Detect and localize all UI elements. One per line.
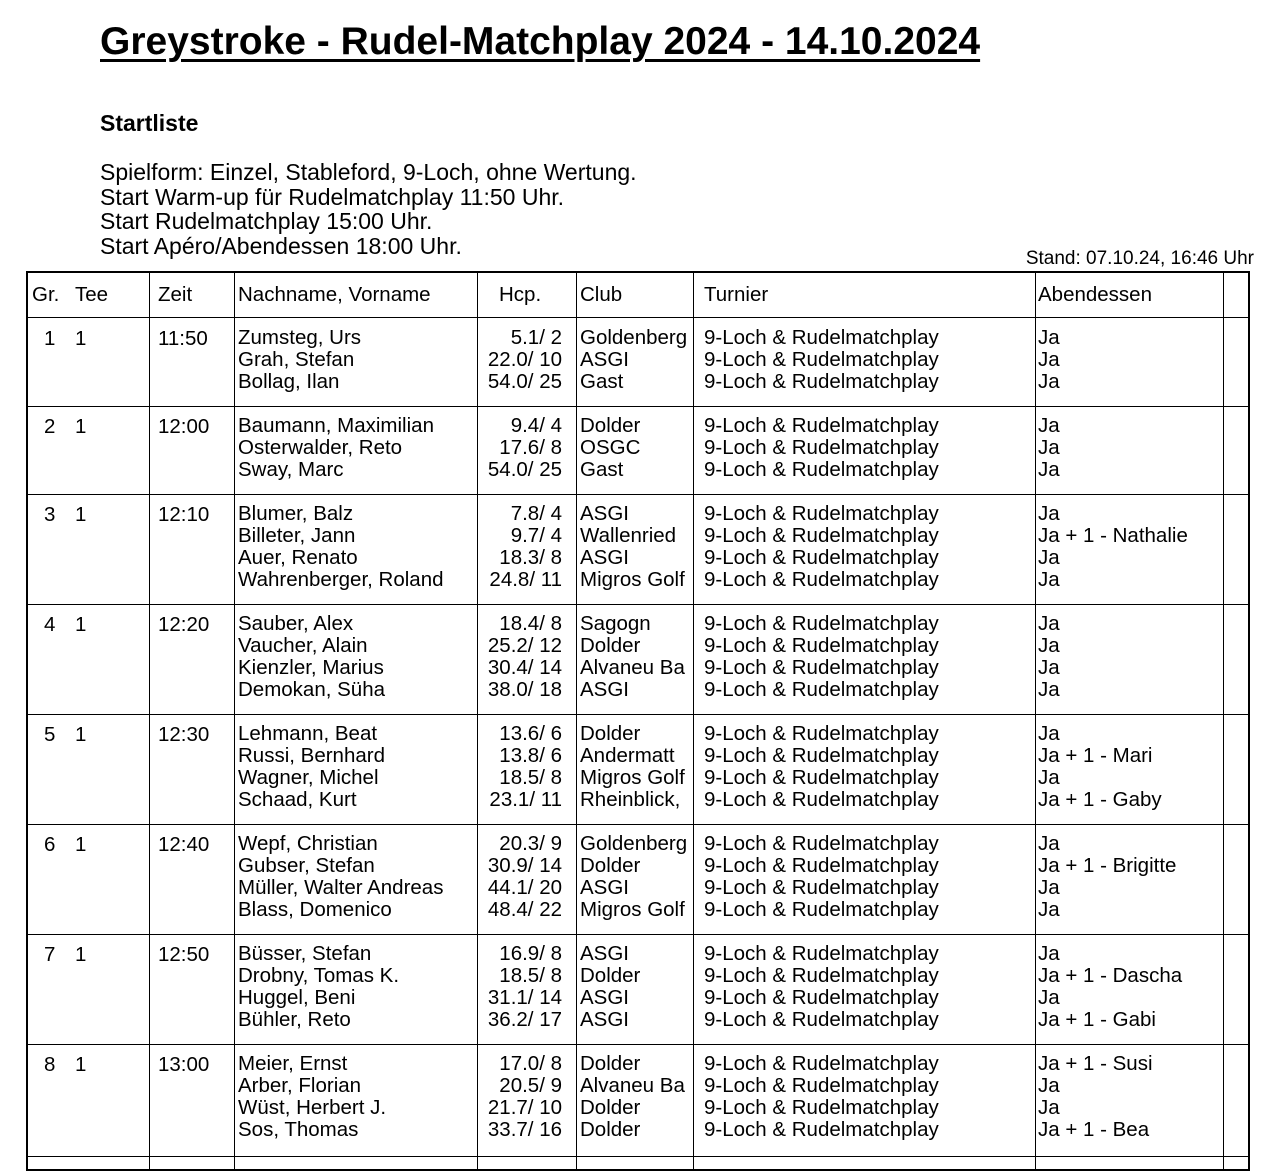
player-turnier: 9-Loch & Rudelmatchplay bbox=[704, 964, 939, 987]
player-name: Wüst, Herbert J. bbox=[238, 1096, 387, 1119]
start-time: 12:30 bbox=[158, 723, 210, 746]
player-turnier: 9-Loch & Rudelmatchplay bbox=[704, 942, 939, 965]
player-club-column bbox=[580, 1053, 696, 1141]
player-abendessen-column bbox=[1038, 327, 1060, 393]
player-name: Kienzler, Marius bbox=[238, 656, 384, 679]
table-row-group bbox=[28, 605, 1248, 715]
player-turnier: 9-Loch & Rudelmatchplay bbox=[704, 656, 939, 679]
player-turnier-column bbox=[704, 1053, 939, 1141]
player-hcp-column bbox=[470, 723, 562, 811]
player-hcp: 30.4/ 14 bbox=[487, 656, 562, 679]
player-name: Demokan, Süha bbox=[238, 678, 386, 701]
tee-number: 1 bbox=[75, 327, 87, 350]
player-name: Arber, Florian bbox=[238, 1074, 362, 1097]
player-club-column bbox=[580, 327, 696, 393]
player-club: Dolder bbox=[580, 1053, 641, 1075]
header-divider bbox=[28, 317, 1248, 318]
player-club: Dolder bbox=[580, 415, 641, 437]
player-hcp: 17.0/ 8 bbox=[499, 1052, 562, 1075]
header-abendessen: Abendessen bbox=[1038, 283, 1152, 306]
player-club: Migros Golf bbox=[580, 899, 685, 921]
player-hcp: 54.0/ 25 bbox=[487, 370, 562, 393]
player-hcp-column bbox=[470, 833, 562, 921]
player-turnier: 9-Loch & Rudelmatchplay bbox=[704, 898, 939, 921]
table-row-group bbox=[28, 935, 1248, 1045]
group-number: 3 bbox=[44, 503, 56, 526]
player-turnier: 9-Loch & Rudelmatchplay bbox=[704, 832, 939, 855]
player-hcp: 21.7/ 10 bbox=[487, 1096, 562, 1119]
player-name: Zumsteg, Urs bbox=[238, 326, 362, 349]
player-name: Müller, Walter Andreas bbox=[238, 876, 444, 899]
player-hcp-column bbox=[470, 613, 562, 701]
table-row-group bbox=[28, 825, 1248, 935]
player-name: Schaad, Kurt bbox=[238, 788, 357, 811]
player-name: Grah, Stefan bbox=[238, 348, 355, 371]
player-hcp: 18.5/ 8 bbox=[499, 766, 562, 789]
player-hcp: 24.8/ 11 bbox=[489, 568, 562, 591]
player-club: Dolder bbox=[580, 1119, 641, 1141]
player-turnier: 9-Loch & Rudelmatchplay bbox=[704, 744, 939, 767]
player-turnier: 9-Loch & Rudelmatchplay bbox=[704, 854, 939, 877]
player-hcp: 18.3/ 8 bbox=[499, 546, 562, 569]
player-abendessen: Ja bbox=[1038, 326, 1060, 349]
player-abendessen: Ja bbox=[1038, 942, 1060, 965]
player-turnier: 9-Loch & Rudelmatchplay bbox=[704, 1052, 939, 1075]
player-abendessen: Ja bbox=[1038, 678, 1060, 701]
player-turnier: 9-Loch & Rudelmatchplay bbox=[704, 546, 939, 569]
player-name: Huggel, Beni bbox=[238, 986, 356, 1009]
player-abendessen: Ja bbox=[1038, 436, 1060, 459]
player-hcp: 36.2/ 17 bbox=[487, 1008, 562, 1031]
player-abendessen: Ja bbox=[1038, 832, 1060, 855]
player-name-column bbox=[238, 723, 385, 811]
group-number: 7 bbox=[44, 943, 56, 966]
player-hcp: 16.9/ 8 bbox=[499, 942, 562, 965]
player-turnier: 9-Loch & Rudelmatchplay bbox=[704, 458, 939, 481]
player-club-column bbox=[580, 723, 696, 811]
player-hcp-column bbox=[470, 415, 562, 481]
player-turnier: 9-Loch & Rudelmatchplay bbox=[704, 986, 939, 1009]
player-turnier: 9-Loch & Rudelmatchplay bbox=[704, 612, 939, 635]
tee-number: 1 bbox=[75, 1053, 87, 1076]
player-club: Goldenberg bbox=[580, 833, 688, 855]
player-abendessen: Ja bbox=[1038, 1074, 1060, 1097]
player-hcp: 20.5/ 9 bbox=[499, 1074, 562, 1097]
player-turnier: 9-Loch & Rudelmatchplay bbox=[704, 326, 939, 349]
status-timestamp: Stand: 07.10.24, 16:46 Uhr bbox=[1025, 248, 1254, 269]
player-hcp: 31.1/ 14 bbox=[487, 986, 562, 1009]
start-time: 12:10 bbox=[158, 503, 210, 526]
player-club: OSGC bbox=[580, 437, 641, 459]
player-name: Meier, Ernst bbox=[238, 1052, 348, 1075]
player-club: Gast bbox=[580, 459, 624, 481]
player-abendessen: Ja bbox=[1038, 722, 1060, 745]
player-name-column bbox=[238, 943, 399, 1031]
player-club-column bbox=[580, 833, 696, 921]
player-hcp: 25.2/ 12 bbox=[487, 634, 562, 657]
player-hcp: 5.1/ 2 bbox=[510, 326, 562, 349]
player-name: Wepf, Christian bbox=[238, 832, 378, 855]
player-hcp: 30.9/ 14 bbox=[487, 854, 562, 877]
player-hcp: 22.0/ 10 bbox=[487, 348, 562, 371]
player-hcp-column bbox=[470, 327, 562, 393]
tee-number: 1 bbox=[75, 415, 87, 438]
player-name: Sway, Marc bbox=[238, 458, 344, 481]
player-hcp: 9.7/ 4 bbox=[510, 524, 562, 547]
player-club: Rheinblick, bbox=[580, 789, 681, 811]
player-club: ASGI bbox=[580, 503, 629, 525]
player-turnier: 9-Loch & Rudelmatchplay bbox=[704, 370, 939, 393]
player-turnier-column bbox=[704, 327, 939, 393]
player-abendessen: Ja + 1 - Brigitte bbox=[1038, 854, 1177, 877]
player-name-column bbox=[238, 613, 385, 701]
player-hcp: 54.0/ 25 bbox=[487, 458, 562, 481]
player-name: Osterwalder, Reto bbox=[238, 436, 403, 459]
player-name: Wagner, Michel bbox=[238, 766, 379, 789]
player-club: Wallenried bbox=[580, 525, 677, 547]
player-name: Sos, Thomas bbox=[238, 1118, 359, 1141]
player-abendessen-column bbox=[1038, 415, 1060, 481]
page-title: Greystroke - Rudel-Matchplay 2024 - 14.10.2024 bbox=[100, 20, 981, 63]
player-turnier-column bbox=[704, 943, 939, 1031]
player-club: ASGI bbox=[580, 547, 629, 569]
start-time: 11:50 bbox=[158, 327, 208, 350]
player-turnier-column bbox=[704, 723, 939, 811]
player-name-column bbox=[238, 503, 444, 591]
player-turnier: 9-Loch & Rudelmatchplay bbox=[704, 766, 939, 789]
player-abendessen: Ja + 1 - Gaby bbox=[1038, 788, 1162, 811]
player-abendessen: Ja bbox=[1038, 1096, 1060, 1119]
player-hcp: 33.7/ 16 bbox=[487, 1118, 562, 1141]
player-abendessen: Ja bbox=[1038, 656, 1060, 679]
player-name-column bbox=[238, 327, 361, 393]
player-name: Vaucher, Alain bbox=[238, 634, 368, 657]
player-club-column bbox=[580, 503, 696, 591]
player-turnier: 9-Loch & Rudelmatchplay bbox=[704, 348, 939, 371]
player-club: Alvaneu Ba bbox=[580, 657, 685, 679]
start-time: 13:00 bbox=[158, 1053, 210, 1076]
group-number: 4 bbox=[44, 613, 56, 636]
table-row-group bbox=[28, 1045, 1248, 1155]
player-abendessen: Ja + 1 - Dascha bbox=[1038, 964, 1183, 987]
player-hcp-column bbox=[470, 1053, 562, 1141]
player-turnier: 9-Loch & Rudelmatchplay bbox=[704, 524, 939, 547]
group-number: 8 bbox=[44, 1053, 56, 1076]
player-name: Russi, Bernhard bbox=[238, 744, 385, 767]
player-turnier-column bbox=[704, 833, 939, 921]
start-time: 12:50 bbox=[158, 943, 210, 966]
table-row-group bbox=[28, 495, 1248, 605]
header-name: Nachname, Vorname bbox=[238, 283, 431, 306]
player-abendessen: Ja bbox=[1038, 370, 1060, 393]
player-name: Baumann, Maximilian bbox=[238, 414, 434, 437]
player-abendessen: Ja bbox=[1038, 612, 1060, 635]
player-hcp: 7.8/ 4 bbox=[510, 502, 562, 525]
tee-number: 1 bbox=[75, 943, 87, 966]
tee-number: 1 bbox=[75, 723, 87, 746]
player-club: ASGI bbox=[580, 943, 629, 965]
player-turnier-column bbox=[704, 503, 939, 591]
player-club: ASGI bbox=[580, 1009, 629, 1031]
player-abendessen: Ja bbox=[1038, 546, 1060, 569]
header-turnier: Turnier bbox=[704, 283, 769, 306]
player-hcp: 17.6/ 8 bbox=[499, 436, 562, 459]
header-tee: Tee bbox=[75, 283, 109, 306]
player-turnier: 9-Loch & Rudelmatchplay bbox=[704, 414, 939, 437]
player-club: ASGI bbox=[580, 349, 629, 371]
section-title: Startliste bbox=[100, 110, 199, 136]
player-turnier-column bbox=[704, 415, 939, 481]
player-name: Gubser, Stefan bbox=[238, 854, 375, 877]
header-zeit: Zeit bbox=[158, 283, 193, 306]
player-turnier: 9-Loch & Rudelmatchplay bbox=[704, 678, 939, 701]
player-abendessen-column bbox=[1038, 943, 1182, 1031]
group-number: 6 bbox=[44, 833, 56, 856]
player-abendessen: Ja + 1 - Mari bbox=[1038, 744, 1153, 767]
player-name: Blumer, Balz bbox=[238, 502, 354, 525]
player-turnier: 9-Loch & Rudelmatchplay bbox=[704, 1008, 939, 1031]
player-name: Blass, Domenico bbox=[238, 898, 392, 921]
info-line: Start Apéro/Abendessen 18:00 Uhr. bbox=[100, 232, 462, 259]
start-list-table bbox=[26, 271, 1250, 1171]
player-name: Wahrenberger, Roland bbox=[238, 568, 444, 591]
group-number: 1 bbox=[44, 327, 56, 350]
player-hcp-column bbox=[470, 943, 562, 1031]
table-row-group bbox=[28, 319, 1248, 407]
player-turnier: 9-Loch & Rudelmatchplay bbox=[704, 502, 939, 525]
player-hcp: 9.4/ 4 bbox=[510, 414, 562, 437]
player-club: Alvaneu Ba bbox=[580, 1075, 685, 1097]
player-hcp: 13.8/ 6 bbox=[499, 744, 562, 767]
player-abendessen: Ja bbox=[1038, 898, 1060, 921]
player-club-column bbox=[580, 415, 696, 481]
info-line: Start Warm-up für Rudelmatchplay 11:50 Uhr. bbox=[100, 183, 565, 210]
header-gr: Gr. bbox=[32, 283, 60, 306]
player-hcp: 20.3/ 9 bbox=[499, 832, 562, 855]
player-abendessen-column bbox=[1038, 1053, 1153, 1141]
player-abendessen: Ja + 1 - Nathalie bbox=[1038, 524, 1188, 547]
start-time: 12:20 bbox=[158, 613, 210, 636]
player-abendessen: Ja + 1 - Susi bbox=[1038, 1052, 1153, 1075]
group-number: 5 bbox=[44, 723, 56, 746]
player-hcp: 23.1/ 11 bbox=[489, 788, 562, 811]
player-turnier: 9-Loch & Rudelmatchplay bbox=[704, 1096, 939, 1119]
player-abendessen: Ja bbox=[1038, 766, 1060, 789]
header-club: Club bbox=[580, 283, 623, 306]
player-name: Bollag, Ilan bbox=[238, 370, 340, 393]
player-name: Büsser, Stefan bbox=[238, 942, 372, 965]
tee-number: 1 bbox=[75, 613, 87, 636]
tee-number: 1 bbox=[75, 503, 87, 526]
player-abendessen: Ja bbox=[1038, 986, 1060, 1009]
player-abendessen: Ja bbox=[1038, 414, 1060, 437]
player-abendessen-column bbox=[1038, 613, 1060, 701]
player-turnier: 9-Loch & Rudelmatchplay bbox=[704, 1074, 939, 1097]
player-abendessen: Ja bbox=[1038, 458, 1060, 481]
player-turnier: 9-Loch & Rudelmatchplay bbox=[704, 722, 939, 745]
tee-number: 1 bbox=[75, 833, 87, 856]
player-club: ASGI bbox=[580, 987, 629, 1009]
group-number: 2 bbox=[44, 415, 56, 438]
table-row-group bbox=[28, 715, 1248, 825]
player-name: Auer, Renato bbox=[238, 546, 358, 569]
player-abendessen: Ja bbox=[1038, 502, 1060, 525]
player-club: ASGI bbox=[580, 679, 629, 701]
player-name-column bbox=[238, 1053, 386, 1141]
player-abendessen: Ja + 1 - Gabi bbox=[1038, 1008, 1156, 1031]
player-club: Goldenberg bbox=[580, 327, 688, 349]
player-turnier: 9-Loch & Rudelmatchplay bbox=[704, 634, 939, 657]
player-hcp: 18.5/ 8 bbox=[499, 964, 562, 987]
player-club: Sagogn bbox=[580, 613, 651, 635]
event-info bbox=[100, 160, 637, 258]
player-club-column bbox=[580, 613, 696, 701]
player-abendessen: Ja + 1 - Bea bbox=[1038, 1118, 1150, 1141]
player-abendessen: Ja bbox=[1038, 348, 1060, 371]
player-name: Bühler, Reto bbox=[238, 1008, 351, 1031]
player-name: Billeter, Jann bbox=[238, 524, 356, 547]
player-abendessen-column bbox=[1038, 503, 1188, 591]
player-club: Dolder bbox=[580, 855, 641, 877]
table-row-group bbox=[28, 407, 1248, 495]
player-name: Sauber, Alex bbox=[238, 612, 354, 635]
player-abendessen: Ja bbox=[1038, 876, 1060, 899]
player-abendessen: Ja bbox=[1038, 634, 1060, 657]
start-time: 12:00 bbox=[158, 415, 210, 438]
header-hcp: Hcp. bbox=[499, 283, 542, 306]
player-abendessen-column bbox=[1038, 833, 1176, 921]
player-turnier-column bbox=[704, 613, 939, 701]
player-hcp: 44.1/ 20 bbox=[487, 876, 562, 899]
player-name: Lehmann, Beat bbox=[238, 722, 378, 745]
row-divider bbox=[28, 1156, 1248, 1157]
player-club: Migros Golf bbox=[580, 767, 685, 789]
player-name-column bbox=[238, 415, 434, 481]
player-hcp-column bbox=[470, 503, 562, 591]
start-time: 12:40 bbox=[158, 833, 210, 856]
player-hcp: 13.6/ 6 bbox=[499, 722, 562, 745]
player-club: Andermatt bbox=[580, 745, 675, 767]
player-name: Drobny, Tomas K. bbox=[238, 964, 400, 987]
player-club: Dolder bbox=[580, 723, 641, 745]
player-club: Migros Golf bbox=[580, 569, 685, 591]
player-turnier: 9-Loch & Rudelmatchplay bbox=[704, 788, 939, 811]
player-club: Dolder bbox=[580, 965, 641, 987]
player-turnier: 9-Loch & Rudelmatchplay bbox=[704, 436, 939, 459]
player-abendessen: Ja bbox=[1038, 568, 1060, 591]
player-hcp: 38.0/ 18 bbox=[487, 678, 562, 701]
player-hcp: 18.4/ 8 bbox=[499, 612, 562, 635]
player-turnier: 9-Loch & Rudelmatchplay bbox=[704, 1118, 939, 1141]
player-turnier: 9-Loch & Rudelmatchplay bbox=[704, 876, 939, 899]
player-club: Dolder bbox=[580, 1097, 641, 1119]
player-club: Dolder bbox=[580, 635, 641, 657]
player-name-column bbox=[238, 833, 443, 921]
player-club: ASGI bbox=[580, 877, 629, 899]
info-line: Start Rudelmatchplay 15:00 Uhr. bbox=[100, 208, 433, 234]
player-club: Gast bbox=[580, 371, 624, 393]
player-hcp: 48.4/ 22 bbox=[487, 898, 562, 921]
player-club-column bbox=[580, 943, 696, 1031]
player-abendessen-column bbox=[1038, 723, 1162, 811]
info-line: Spielform: Einzel, Stableford, 9-Loch, ohne Wertung. bbox=[100, 159, 637, 185]
player-turnier: 9-Loch & Rudelmatchplay bbox=[704, 568, 939, 591]
